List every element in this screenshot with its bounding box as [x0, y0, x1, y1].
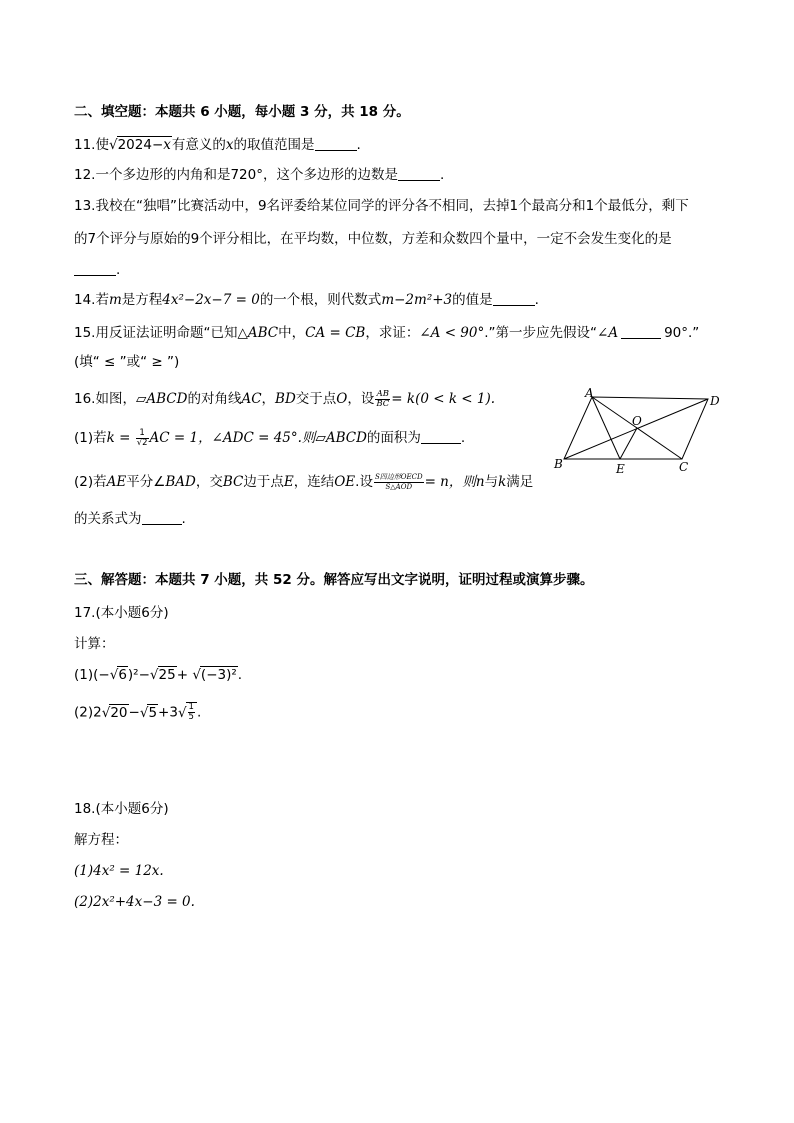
q17-p1-radicand-3: (−3)² — [200, 667, 237, 683]
q16-p2-angle: BAD — [165, 474, 196, 490]
question-13-line-1: 13.我校在“独唱”比赛活动中，9名评委给某位同学的评分各不相同，去掉1个最高分和1个最低分，剩下 — [74, 198, 689, 214]
question-18-title: 18.(本小题6分) — [74, 801, 169, 817]
q16-p1-fraction: $\frac{1}{√2}$ — [136, 427, 148, 448]
q17-p1-radicand-1: 6 — [118, 667, 127, 683]
q15-text-pre: 15.用反证法证明命题“已知 — [74, 325, 238, 341]
q16-text-mid2: 交于点 — [295, 391, 337, 407]
q16-p2-eq: = n，则 — [424, 474, 476, 490]
question-15-line-1 — [74, 323, 699, 343]
q14-var-m: m — [108, 292, 122, 308]
q16-p2-text-mid3: 边于点 — [243, 474, 284, 490]
label-e: E — [616, 462, 625, 476]
q11-text: 使 — [95, 137, 109, 153]
q17-p2-radicand-1: 20 — [110, 704, 128, 721]
answer-blank — [74, 261, 116, 276]
q11-var: x — [225, 137, 234, 153]
q16-p1-text-post: 的面积为 — [366, 430, 421, 446]
question-16-line-3 — [74, 509, 186, 529]
section-2-header: 二、填空题：本题共 6 小题，每小题 3 分，共 18 分。 — [74, 104, 410, 120]
q16-line3-end: . — [181, 511, 186, 527]
q16-p2-n: n — [475, 474, 485, 490]
q16-p1-condition: AC = 1，∠ADC = 45°.则 — [149, 430, 316, 446]
q16-text-mid: 的对角线 — [187, 391, 242, 407]
answer-blank — [621, 324, 661, 339]
q11-number: 11. — [74, 137, 96, 153]
label-o: O — [632, 414, 642, 428]
question-18-part-2: (2)2x²+4x−3 = 0. — [74, 894, 195, 910]
question-17-title: 17.(本小题6分) — [74, 605, 169, 621]
q11-text-mid: 有意义的 — [171, 137, 226, 153]
q16-p2-ae: AE — [106, 474, 127, 490]
q16-text-pre: 16.如图， — [74, 391, 136, 407]
q14-end: . — [534, 292, 539, 308]
q14-text-mid: 是方程 — [121, 292, 163, 308]
label-d: D — [710, 394, 720, 408]
q15-text-mid3: .”第一步应先假设“ — [484, 325, 598, 341]
q17-p1-radicand-2: 25 — [158, 667, 176, 683]
question-12 — [74, 165, 444, 185]
question-14 — [74, 290, 539, 310]
q16-p2-e: E — [283, 474, 294, 490]
q11-radicand: 2024−x — [117, 137, 171, 153]
q12-end: . — [440, 167, 445, 183]
answer-blank — [398, 166, 440, 181]
q14-text-mid2: 的一个根，则代数式 — [259, 292, 382, 308]
q15-claim: ∠A < 90° — [419, 325, 485, 341]
q16-comma: ， — [261, 391, 276, 407]
q11-end: . — [356, 137, 361, 153]
q17-p2-radicand-2: 5 — [148, 704, 158, 721]
q16-p1-k: k = — [106, 430, 131, 446]
q16-p2-text-mid: 平分∠ — [126, 474, 166, 490]
question-16-part-2 — [74, 472, 533, 492]
q16-text-mid3: ，设 — [347, 391, 375, 407]
q16-p2-with: 与 — [484, 474, 499, 490]
q14-text-pre: 14.若 — [74, 292, 109, 308]
question-13-line-2: 的7个评分与原始的9个评分相比，在平均数，中位数，方差和众数四个量中，一定不会发生变化的是 — [74, 231, 672, 247]
question-13-line-3 — [74, 260, 120, 280]
q16-p2-text-post: 满足 — [506, 474, 534, 490]
q15-text-mid: 中， — [278, 325, 306, 341]
q16-p1-text: (1)若 — [74, 430, 107, 446]
answer-blank — [421, 429, 461, 444]
q16-p2-bc: BC — [222, 474, 244, 490]
section-3-header: 三、解答题：本题共 7 小题，共 52 分。解答应写出文字说明，证明过程或演算步骤。 — [74, 572, 594, 588]
answer-blank — [142, 510, 182, 525]
q13-end: . — [116, 262, 121, 278]
q11-text-post: 的取值范围是 — [233, 137, 315, 153]
sqrt-symbol: √ — [108, 137, 118, 153]
label-b: B — [554, 457, 563, 471]
q16-p2-text-mid5: .设 — [355, 474, 373, 490]
q16-p1-end: . — [460, 430, 466, 446]
answer-blank — [315, 136, 357, 151]
q16-p2-oe: OE — [334, 474, 356, 490]
q16-p2-text: (2)若 — [74, 474, 107, 490]
q16-point-o: O — [336, 391, 348, 407]
answer-blank — [493, 291, 535, 306]
q16-parallelogram: ▱ABCD — [135, 391, 188, 407]
question-11 — [74, 135, 361, 155]
question-17-part-2: (2)2√20−√5+3√ $\frac{1}{5}$ . — [74, 702, 202, 722]
q14-expression: m−2m²+3 — [381, 292, 453, 308]
question-17-instruction: 计算： — [74, 636, 115, 652]
q16-line3-text: 的关系式为 — [74, 511, 142, 527]
q15-text-mid2: ，求证： — [365, 325, 420, 341]
q16-diagonal-bd: BD — [275, 391, 296, 407]
question-17-part-1: (1)(−√6)²−√25+ √(−3)². — [74, 667, 243, 683]
q15-assumption: ∠A — [597, 325, 619, 341]
q16-p2-k: k — [498, 474, 507, 490]
q16-ratio-condition: = k(0 < k < 1). — [391, 391, 496, 407]
q17-p2-radicand-3: $\frac{1}{5}$ — [186, 702, 197, 722]
q16-ratio-fraction: $\frac{AB}{BC}$ — [376, 388, 390, 409]
question-18-part-1: (1)4x² = 12x. — [74, 863, 164, 879]
q12-text: 12.一个多边形的内角和是720°，这个多边形的边数是 — [74, 167, 398, 183]
q15-text-post: 90°.” — [664, 325, 700, 341]
question-18-instruction: 解方程： — [74, 832, 128, 848]
q16-p1-parallelogram: ▱ABCD — [315, 430, 367, 446]
q16-p2-fraction: $\frac{\text{S四边形OECD}}{\text{S△AOD}}$ — [374, 472, 423, 491]
q14-equation: 4x²−2x−7 = 0 — [162, 292, 260, 308]
q16-p2-text-mid4: ，连结 — [293, 474, 335, 490]
q15-triangle: △ABC — [237, 325, 279, 341]
parallelogram-figure — [548, 384, 724, 478]
label-c: C — [679, 460, 689, 474]
q16-p2-text-mid2: ，交 — [195, 474, 223, 490]
question-16-part-1 — [74, 428, 465, 448]
q16-diagonal-ac: AC — [241, 391, 262, 407]
label-a: A — [585, 386, 594, 400]
q14-text-post: 的值是 — [452, 292, 493, 308]
question-16-line-1 — [74, 389, 495, 409]
q15-condition: CA = CB — [305, 325, 366, 341]
question-15-line-2: (填“ ≤ ”或“ ≥ ”) — [74, 354, 180, 370]
